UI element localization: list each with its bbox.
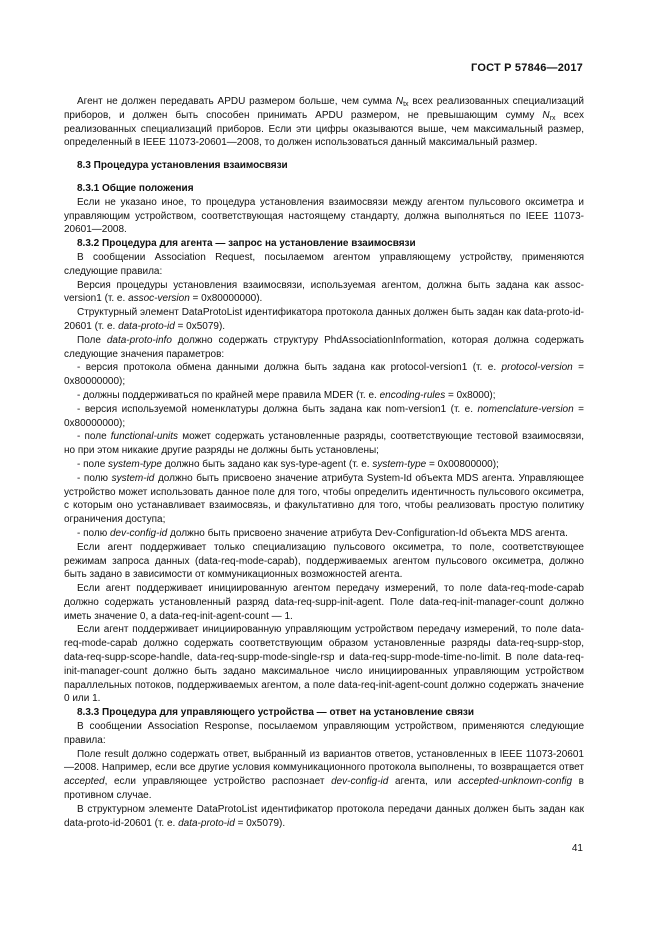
- text-run: N: [542, 109, 550, 121]
- paragraph-general: Если не указано иное, то процедура установления взаимосвязи между агентом пульсового оксиметра и управляющим устройством, соответствующая настоящему стандарту, должна выполняться по IEEE 11073-20601—2008.: [64, 196, 584, 236]
- text-run: , если управляющее устройство распознает: [104, 776, 332, 788]
- paragraph-association-request: В сообщении Association Request, посылаемом агентом управляющему устройству, применяются следующие правила:: [64, 251, 584, 277]
- text-run: protocol-version: [501, 362, 573, 374]
- page-content: [64, 95, 584, 830]
- paragraph-data-proto-info: [64, 334, 584, 362]
- text-run: может содержать установленные разряды, соответствующие тестовой взаимосвязи, но при этом никакие другие разряды не должны быть установлены;: [64, 431, 585, 457]
- section-heading-8-3-2: 8.3.2 Процедура для агента — запрос на установление взаимосвязи: [77, 238, 416, 250]
- text-run: functional-units: [110, 431, 179, 443]
- paragraph-response-data-proto: [64, 803, 584, 831]
- text-run: в противном случае.: [64, 776, 584, 802]
- paragraph-manager-initiated: Если агент поддерживает инициированную управляющим устройством передачу измерений, то поле data-req-mode-capab должно содержать соответствующим образом установленные разряды data-req-supp-stop, data-req-supp-scope-handle, data-req-supp-mode-single-rsp и data-req-supp-mode-time-no-limit. В поле data-req-init-manager-count должно быть задано максимальное число инициированных управляющим устройством параллельных потоков, поддерживаемых агентом, а поле data-req-init-agent-count должно содержать значение 0 или 1.: [64, 624, 584, 705]
- list-item-protocol-version: [64, 361, 584, 389]
- text-run: должно содержать структуру PhdAssociationInformation, которая должна содержать следующие значения параметров:: [64, 334, 584, 360]
- paragraph-data-req-mode: Если агент поддерживает только специализацию пульсового оксиметра, то поле, соответствующее режимам запроса данных (data-req-mode-capab), поддерживаемых агентом пульсового оксиметра, должно быть задано в зависимости от коммуникационных возможностей агента.: [64, 541, 584, 581]
- paragraph-result-field: [64, 748, 584, 803]
- paragraph-data-proto-list: [64, 306, 584, 334]
- text-run: В структурном элементе DataProtoList идентификатор протокола передачи данных должен быть задан как data-proto-id-20601 (т. е.: [64, 803, 584, 829]
- section-heading-8-3-1: 8.3.1 Общие положения: [77, 182, 194, 194]
- text-run: = 0x5079).: [174, 320, 226, 332]
- text-run: data-proto-id: [118, 320, 175, 332]
- paragraph-association-response: В сообщении Association Response, посылаемом управляющим устройством, применяются следующие правила:: [64, 721, 584, 746]
- text-run: должно быть задано как sys-type-agent (т. е.: [161, 458, 373, 470]
- text-run: = 0x80000000);: [64, 362, 584, 388]
- text-run: - полю: [77, 527, 110, 539]
- text-run: dev-config-id: [109, 527, 168, 539]
- text-run: Поле: [77, 334, 107, 346]
- text-run: всех реализованных специализаций приборов, и должен быть способен принимать APDU размером, не превышающим сумму: [64, 96, 584, 121]
- text-run: Версия процедуры установления взаимосвязи, используемая агентом, должна быть задана как assoc-version1 (т. е.: [64, 279, 584, 305]
- section-heading-8-3: 8.3 Процедура установления взаимосвязи: [77, 160, 288, 172]
- list-item-functional-units: [64, 430, 584, 458]
- subscript: tx: [403, 101, 409, 108]
- document-id-header: ГОСТ Р 57846—2017: [471, 62, 583, 74]
- text-run: data-proto-id: [178, 817, 235, 829]
- paragraph-apdu-size: [64, 95, 584, 150]
- list-item-encoding-rules: [64, 389, 584, 403]
- text-run: Структурный элемент DataProtoList идентификатора протокола данных должен быть задан как data-proto-id-20601 (т. е.: [64, 307, 584, 332]
- list-item-dev-config-id: [64, 527, 584, 541]
- text-run: - поле: [77, 431, 111, 443]
- subscript: rx: [549, 114, 556, 122]
- text-run: assoc-version: [128, 293, 190, 305]
- text-run: должно быть присвоено значение атрибута Dev-Configuration-Id объекта MDS агента.: [167, 527, 568, 539]
- section-heading-8-3-3: 8.3.3 Процедура для управляющего устройства — ответ на установление связи: [77, 707, 475, 719]
- text-run: = 0x8000);: [445, 389, 496, 401]
- text-run: = 0x00800000);: [426, 458, 499, 470]
- text-run: system-type: [108, 458, 162, 470]
- text-run: system-id: [111, 472, 155, 484]
- page-number: 41: [571, 843, 583, 854]
- text-run: Агент не должен передавать APDU размером больше, чем сумма: [77, 96, 396, 107]
- text-run: - полю: [77, 472, 112, 484]
- text-run: - должны поддерживаться по крайней мере правила MDER (т. е.: [77, 389, 380, 401]
- text-run: - версия используемой номенклатуры должна быть задана как nom-version1 (т. е.: [77, 403, 478, 415]
- text-run: Поле result должно содержать ответ, выбранный из вариантов ответов, установленных в IEEE 11073-20601—2008. Например, если все другие условия коммуникационного протокола выполнены, то возвращается ответ: [64, 748, 584, 774]
- text-run: accepted: [64, 776, 105, 788]
- text-run: nomenclature-version: [477, 403, 574, 415]
- text-run: агента, или: [388, 776, 459, 788]
- list-item-nomenclature-version: [64, 403, 584, 431]
- text-run: - поле: [77, 458, 109, 470]
- text-run: = 0x80000000).: [189, 293, 263, 305]
- text-run: = 0x5079).: [234, 817, 286, 829]
- text-run: - версия протокола обмена данными должна быть задана как protocol-version1 (т. е.: [77, 362, 502, 374]
- list-item-system-id: [64, 472, 584, 527]
- text-run: system-type: [372, 458, 427, 470]
- text-run: dev-config-id: [331, 776, 389, 788]
- text-run: encoding-rules: [379, 389, 446, 401]
- text-run: должно быть присвоено значение атрибута System-Id объекта MDS агента. Управляющее устройство может использовать данное поле для того, чтобы определить идентичность пульсового оксиметра, с которым оно устанавливает взаимосвязь, и факультативно для того, чтобы реализовать простую политику ограничения доступа;: [64, 472, 584, 526]
- text-run: accepted-unknown-config: [458, 776, 573, 788]
- paragraph-assoc-version: [64, 279, 584, 307]
- paragraph-agent-initiated: Если агент поддерживает инициированную агентом передачу измерений, то поле data-req-mode-capab должно содержать установленный разряд data-req-supp-init-agent. Поле data-req-init-manager-count должно иметь значение 0, а data-req-init-agent-count — 1.: [64, 583, 584, 622]
- text-run: N: [395, 96, 404, 107]
- list-item-system-type: [64, 458, 584, 472]
- text-run: = 0x80000000);: [64, 403, 584, 429]
- text-run: data-proto-info: [106, 334, 172, 346]
- text-run: всех реализованных специализаций приборов. Если эти цифры оказываются выше, чем максимальный размер, определенный в IEEE 11073-20601—2008, то должен использоваться данный максимальный размер.: [64, 109, 584, 149]
